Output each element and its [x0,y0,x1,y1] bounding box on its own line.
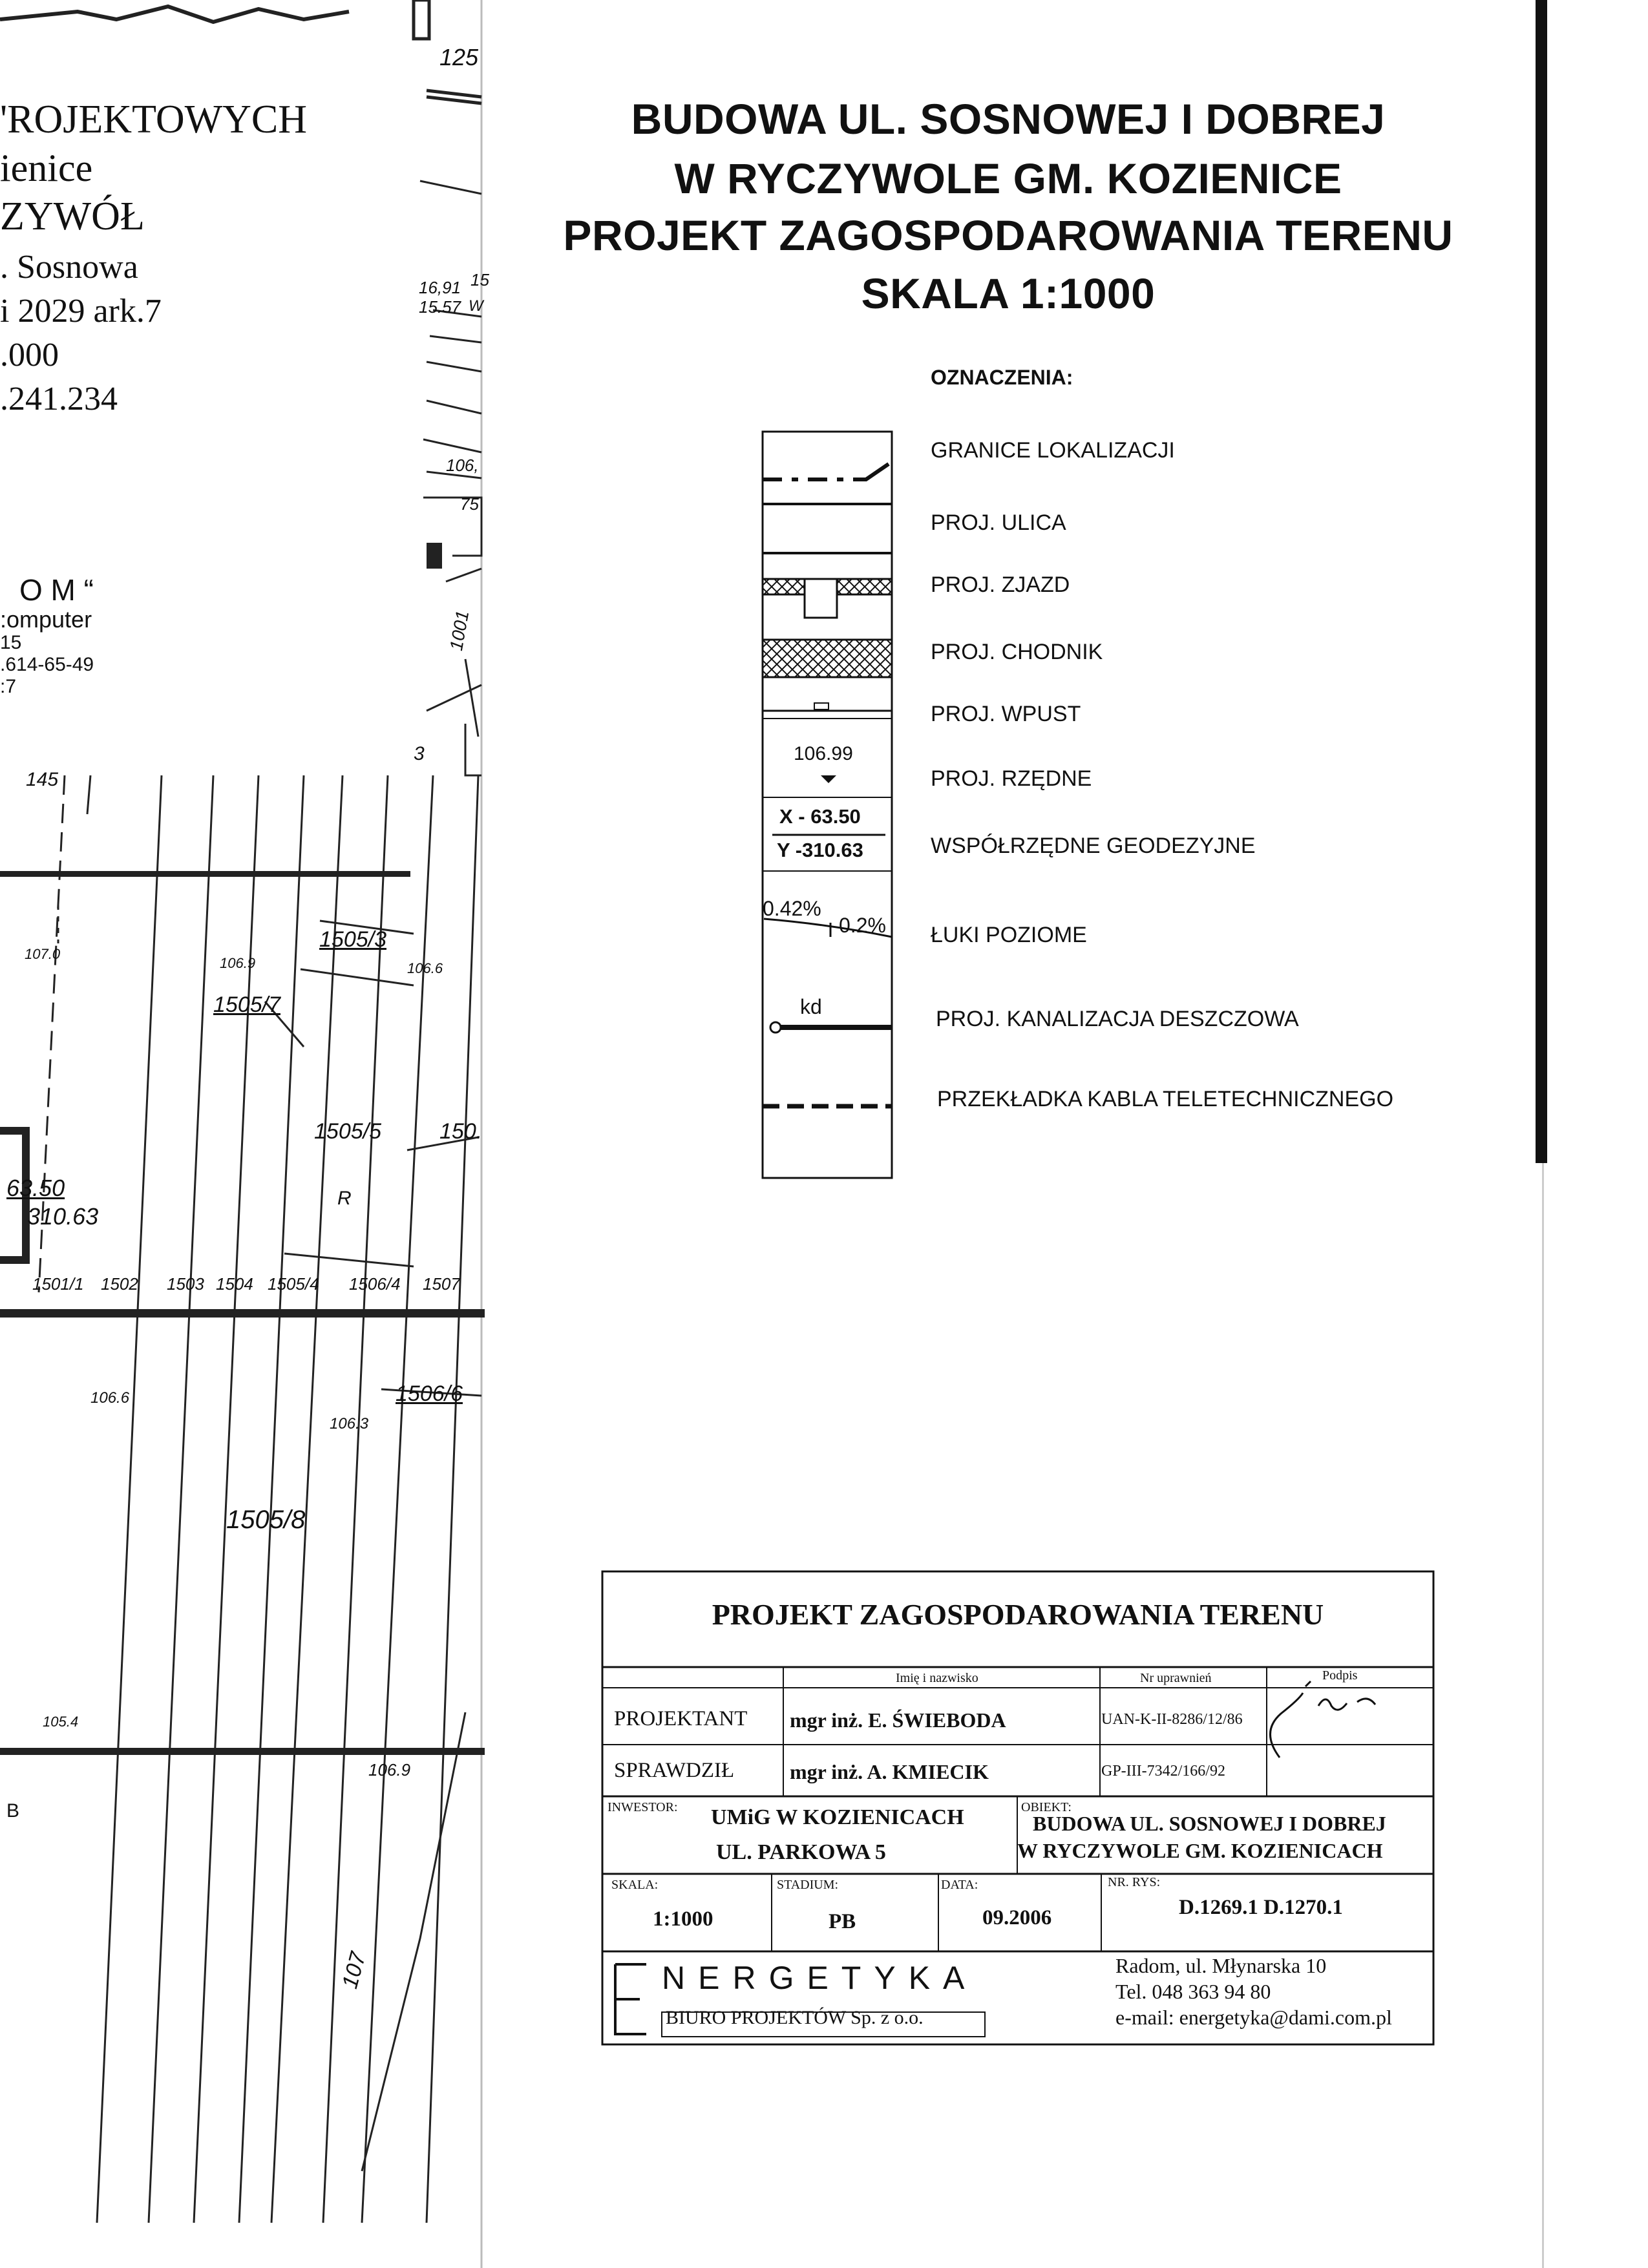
map-label: 1506/4 [349,1274,401,1294]
tb-skala: 1:1000 [653,1907,713,1931]
company-logo [662,1959,977,1997]
map-label: 106.9 [368,1760,411,1780]
symbol-slope-2: 0.2% [839,914,886,937]
map-label: 1506/6 [396,1381,463,1406]
tb-col-license: Nr uprawnień [1140,1671,1212,1685]
left-line-2: ienice [0,147,93,189]
map-label: 15 [470,270,489,289]
legend-item-kanalizacja: PROJ. KANALIZACJA DESZCZOWA [936,1007,1299,1031]
legend-item-rzedne: PROJ. RZĘDNE [931,766,1092,791]
map-label: 3 [414,743,425,764]
legend-item-zjazd: PROJ. ZJAZD [931,572,1070,597]
legend-item-wpust: PROJ. WPUST [931,702,1081,726]
map-label: 106.9 [220,955,256,971]
tb-inwestor-line2: UL. PARKOWA 5 [716,1840,886,1864]
tb-obiekt-line2: W RYCZYWOLE GM. KOZIENICACH [1017,1839,1383,1862]
title-line-4: SKALA 1:1000 [861,269,1156,317]
map-label: 150. [439,1119,483,1144]
symbol-rzedne: 106.99 [794,743,853,764]
map-label: 106.6 [90,1389,130,1407]
legend-item-luki: ŁUKI POZIOME [931,923,1087,947]
legend-heading: OZNACZENIA: [931,366,1073,389]
map-label: 106, [446,456,479,475]
symbol-coord-x: X - 63.50 [779,805,861,828]
tb-obiekt-label: OBIEKT: [1021,1800,1072,1814]
tb-projektant-license: UAN-K-II-8286/12/86 [1101,1711,1243,1728]
tb-projektant-name: mgr inż. E. ŚWIEBODA [790,1708,1006,1732]
left-line-3: ZYWÓŁ [0,194,145,238]
firm-line-4: :7 [0,676,17,697]
company-address-3: e-mail: energetyka@dami.com.pl [1115,2006,1392,2029]
map-label: 1001 [445,609,473,653]
map-label: 106.3 [330,1415,369,1433]
map-label: 15.57 [419,297,461,317]
map-label: 107.0 [25,946,61,962]
tb-nr: D.1269.1 D.1270.1 [1179,1896,1343,1919]
scan-edge [1536,0,1547,1163]
map-label: 106.6 [407,960,443,976]
legend-item-kabel: PRZEKŁADKA KABLA TELETECHNICZNEGO [937,1087,1394,1111]
firm-line-3: .614-65-49 [0,654,94,675]
map-label: 1501/1 [32,1274,84,1294]
legend-item-chodnik: PROJ. CHODNIK [931,640,1103,664]
firm-name: O M “ [19,573,94,607]
company-address-2: Tel. 048 363 94 80 [1115,1980,1271,2003]
left-line-4: . Sosnowa [0,249,138,286]
map-label: 107 [337,1949,371,1991]
firm-line-2: 15 [0,632,22,653]
map-label: 310.63 [27,1203,99,1230]
tb-stadium: PB [829,1910,856,1933]
legend-symbols [756,426,898,1182]
map-label: W [469,297,483,315]
map-label: 1505/8 [226,1506,306,1534]
company-address-1: Radom, ul. Młynarska 10 [1115,1954,1327,1977]
tb-inwestor-line1: UMiG W KOZIENICACH [711,1805,964,1829]
map-label: 125 [439,44,479,70]
map-label: 1505/7 [213,992,280,1017]
firm-line-1: :omputer [0,606,92,633]
map-label: 1505/4 [268,1274,319,1294]
map-label: 1504 [216,1274,253,1294]
company-name: NERGETYKA [662,1960,978,1996]
tb-stadium-label: STADIUM: [777,1878,839,1892]
left-line-7: .241.234 [0,381,118,417]
map-label: R [337,1188,352,1209]
company-sub: BIURO PROJEKTÓW Sp. z o.o. [666,2007,924,2028]
tb-projektant-label: PROJEKTANT [614,1707,748,1730]
legend-item-granice: GRANICE LOKALIZACJI [931,438,1175,463]
left-sheet-lines [0,0,491,2268]
tb-data-label: DATA: [941,1878,978,1892]
tb-skala-label: SKALA: [611,1878,659,1892]
left-line-1: 'ROJEKTOWYCH [0,98,308,142]
tb-sprawdzil-license: GP-III-7342/166/92 [1101,1763,1225,1780]
symbol-coord-y: Y -310.63 [777,839,863,861]
scan-edge-lower [1542,1163,1544,2268]
map-label: 16,91 [419,278,461,297]
map-label: 1507 [423,1274,460,1294]
map-label: 75 [460,494,479,514]
map-label: 1502 [101,1274,138,1294]
tb-obiekt-line1: BUDOWA UL. SOSNOWEJ I DOBREJ [1033,1812,1386,1835]
legend-item-wspolrzedne: WSPÓŁRZĘDNE GEODEZYJNE [931,834,1256,858]
boundary-symbol [763,464,889,479]
left-line-5: i 2029 ark.7 [0,293,162,330]
map-label: 145 [26,769,59,790]
title-line-1: BUDOWA UL. SOSNOWEJ I DOBREJ [631,95,1386,143]
tb-sprawdzil-name: mgr inż. A. KMIECIK [790,1760,989,1783]
map-label: 1505/3 [319,927,386,952]
map-label: 63.50 [6,1175,65,1201]
tb-sprawdzil-label: SPRAWDZIŁ [614,1759,735,1782]
tb-data: 09.2006 [982,1906,1052,1929]
left-line-6: .000 [0,337,59,373]
map-label: 1505/5 [314,1119,381,1144]
tb-nr-label: NR. RYS: [1108,1875,1161,1889]
map-label: 105.4 [43,1714,79,1730]
tb-inwestor-label: INWESTOR: [607,1800,678,1814]
legend-item-ulica: PROJ. ULICA [931,510,1066,535]
left-sheet [0,0,491,2268]
title-line-3: PROJEKT ZAGOSPODAROWANIA TERENU [563,211,1453,259]
symbol-kd: kd [800,995,822,1018]
map-label: B [6,1800,20,1822]
map-label: 1503 [167,1274,204,1294]
tb-col-name: Imię i nazwisko [896,1671,978,1685]
tb-col-sign: Podpis [1322,1668,1358,1683]
title-line-2: W RYCZYWOLE GM. KOZIENICE [674,154,1342,202]
symbol-slope-1: 0.42% [763,897,821,920]
tb-heading: PROJEKT ZAGOSPODAROWANIA TERENU [712,1598,1324,1631]
